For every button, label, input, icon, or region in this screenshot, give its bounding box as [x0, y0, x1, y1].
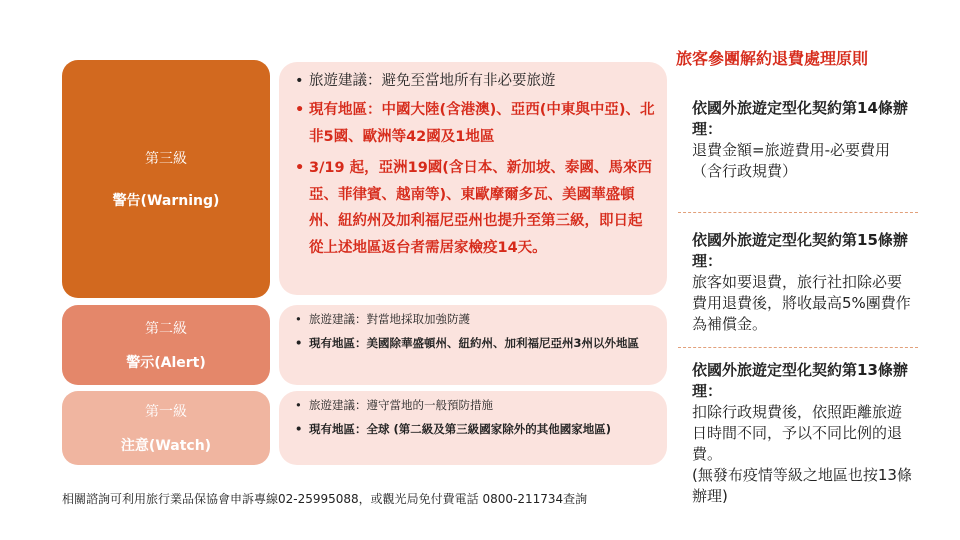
level2-sub: 警示(Alert)	[126, 355, 206, 371]
rule-body: 扣除行政規費後，依照距離旅遊日時間不同，予以不同比例的退費。	[692, 403, 903, 463]
level1-detail-panel	[279, 391, 667, 465]
level3-update-item	[295, 155, 655, 261]
level1-advice: 旅遊建議：遵守當地的一般預防措施	[309, 398, 493, 412]
bullet-icon: •	[295, 422, 303, 436]
rule-body: 旅客如要退費，旅行社扣除必要費用退費後，將收最高5%團費作為補償金。	[692, 273, 911, 333]
level2-name: 第二級	[145, 321, 187, 337]
level1-areas-item	[295, 419, 655, 440]
level3-box	[62, 60, 270, 298]
level3-areas-item	[295, 97, 655, 150]
rule-heading: 依國外旅遊定型化契約第13條辦理：	[692, 361, 908, 400]
level3-detail-panel	[279, 62, 667, 295]
level1-sub: 注意(Watch)	[120, 438, 212, 454]
rule-article-13	[692, 360, 916, 507]
rule-article-14	[692, 98, 916, 182]
divider	[678, 212, 918, 213]
level2-advice-item	[295, 309, 655, 330]
level3-sub: 警告(Warning)	[112, 193, 220, 209]
bullet-icon: •	[295, 73, 304, 89]
footer-contact: 相關諮詢可利用旅行業品保協會申訴專線02-25995088，或觀光局免付費電話 0800-211734查詢	[62, 492, 588, 506]
level3-name: 第三級	[145, 151, 187, 167]
rule-heading: 依國外旅遊定型化契約第14條辦理：	[692, 99, 908, 138]
rule-note: (無發布疫情等級之地區也按13條辦理)	[692, 466, 912, 505]
level1-name: 第一級	[145, 404, 187, 420]
level2-areas: 現有地區：美國除華盛頓州、紐約州、加利福尼亞州3州以外地區	[309, 336, 639, 350]
bullet-icon: •	[295, 398, 302, 412]
level2-advice: 旅遊建議：對當地採取加強防護	[309, 312, 470, 326]
rule-heading: 依國外旅遊定型化契約第15條辦理：	[692, 231, 908, 270]
rule-body: 退費金額=旅遊費用-必要費用（含行政規費）	[692, 141, 890, 180]
level1-box	[62, 391, 270, 465]
bullet-icon: •	[295, 102, 305, 118]
divider	[678, 347, 918, 348]
level2-box	[62, 305, 270, 385]
level2-areas-item	[295, 333, 655, 354]
rule-article-15	[692, 230, 916, 335]
bullet-icon: •	[295, 336, 303, 350]
bullet-icon: •	[295, 312, 302, 326]
level1-advice-item	[295, 395, 655, 416]
level3-update: 3/19 起，亞洲19國(含日本、新加坡、泰國、馬來西亞、菲律賓、越南等)、東歐摩爾多瓦、美國華盛頓州、紐約州及加利福尼亞州也提升至第三級，即日起從上述地區返台者需居家檢疫14天。	[309, 160, 652, 256]
level3-areas: 現有地區：中國大陸(含港澳)、亞西(中東與中亞)、北非5國、歐洲等42國及1地區	[309, 102, 655, 145]
level3-advice-item	[295, 68, 655, 95]
bullet-icon: •	[295, 160, 305, 176]
level2-detail-panel	[279, 305, 667, 385]
level3-advice: 旅遊建議：避免至當地所有非必要旅遊	[309, 73, 556, 89]
level1-areas: 現有地區：全球 (第二級及第三級國家除外的其他國家地區)	[309, 422, 612, 436]
refund-policy-title: 旅客參團解約退費處理原則	[676, 49, 869, 68]
